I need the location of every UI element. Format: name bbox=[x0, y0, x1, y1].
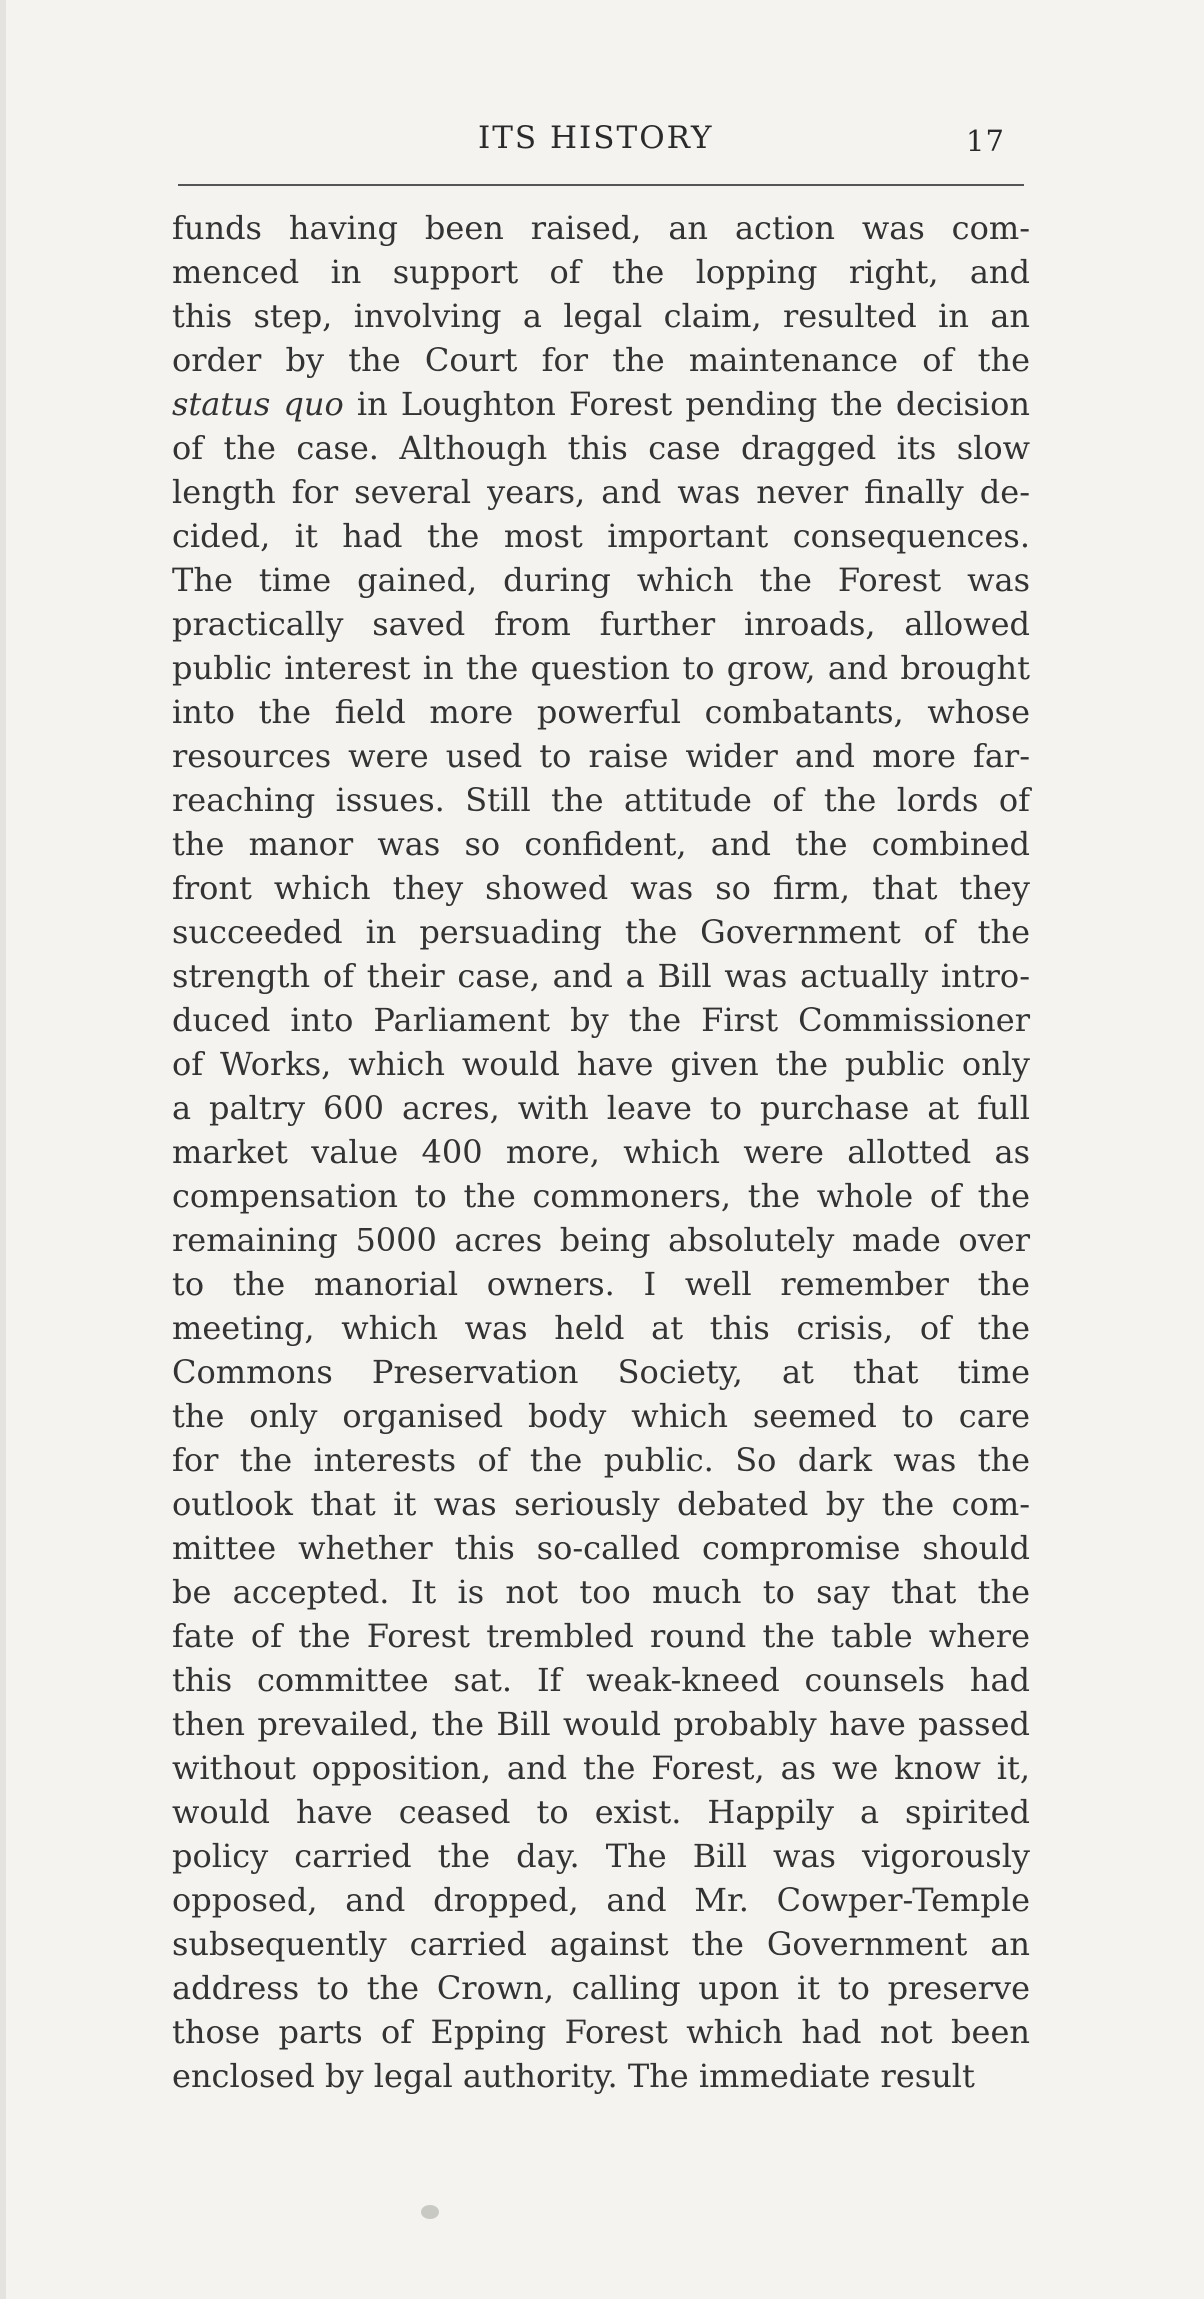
text-line bbox=[172, 602, 1030, 646]
text-line-content: meeting, which was held at this crisis, of the bbox=[172, 1309, 1030, 1347]
text-line bbox=[172, 998, 1030, 1042]
text-line-content: menced in support of the lopping right, and bbox=[172, 253, 1030, 291]
text-line bbox=[172, 778, 1030, 822]
text-line bbox=[172, 866, 1030, 910]
text-line-content: market value 400 more, which were allotted as bbox=[172, 1133, 1030, 1171]
text-line bbox=[172, 1350, 1030, 1394]
text-line bbox=[172, 558, 1030, 602]
text-line bbox=[172, 1746, 1030, 1790]
text-line-content: policy carried the day. The Bill was vigorously bbox=[172, 1837, 1030, 1875]
text-line-content: the manor was so confident, and the combined bbox=[172, 825, 1030, 863]
text-line-content: succeeded in persuading the Government of the bbox=[172, 913, 1030, 951]
text-line-content: order by the Court for the maintenance of the bbox=[172, 341, 1030, 379]
text-line-content: remaining 5000 acres being absolutely made over bbox=[172, 1221, 1030, 1259]
text-line bbox=[172, 1086, 1030, 1130]
text-line bbox=[172, 1834, 1030, 1878]
running-title: ITS HISTORY bbox=[478, 120, 714, 156]
text-line-content: duced into Parliament by the First Commissioner bbox=[172, 1001, 1030, 1039]
text-line bbox=[172, 338, 1030, 382]
text-line-content: Commons Preservation Society, at that time bbox=[172, 1353, 1030, 1391]
text-line bbox=[172, 250, 1030, 294]
text-line-content: fate of the Forest trembled round the table where bbox=[172, 1617, 1030, 1655]
text-line bbox=[172, 1130, 1030, 1174]
text-line-content: length for several years, and was never finally de- bbox=[172, 473, 1030, 511]
text-line-content: of the case. Although this case dragged its slow bbox=[172, 429, 1030, 467]
text-line-content: without opposition, and the Forest, as we know it, bbox=[172, 1749, 1030, 1787]
text-line-content: front which they showed was so firm, that they bbox=[172, 869, 1030, 907]
text-line bbox=[172, 690, 1030, 734]
body-text bbox=[172, 206, 1030, 2098]
text-line-content: practically saved from further inroads, allowed bbox=[172, 605, 1030, 643]
text-line bbox=[172, 1042, 1030, 1086]
text-line bbox=[172, 206, 1030, 250]
ink-smudge bbox=[421, 2205, 439, 2219]
text-line bbox=[172, 1878, 1030, 1922]
text-line bbox=[172, 470, 1030, 514]
text-line-content: to the manorial owners. I well remember the bbox=[172, 1265, 1030, 1303]
text-line bbox=[172, 1394, 1030, 1438]
text-line bbox=[172, 734, 1030, 778]
text-line-content: would have ceased to exist. Happily a spirited bbox=[172, 1793, 1030, 1831]
text-line-content: a paltry 600 acres, with leave to purchase at full bbox=[172, 1089, 1030, 1127]
page-edge-shadow bbox=[0, 0, 6, 2299]
text-line bbox=[172, 822, 1030, 866]
text-line bbox=[172, 1174, 1030, 1218]
text-line-content: of Works, which would have given the public only bbox=[172, 1045, 1030, 1083]
text-line bbox=[172, 1790, 1030, 1834]
text-line bbox=[172, 1570, 1030, 1614]
text-line bbox=[172, 646, 1030, 690]
text-line-content: funds having been raised, an action was com- bbox=[172, 209, 1030, 247]
text-line-content: strength of their case, and a Bill was actually intro- bbox=[172, 957, 1030, 995]
text-line-content: opposed, and dropped, and Mr. Cowper-Temple bbox=[172, 1881, 1030, 1919]
text-line bbox=[172, 1438, 1030, 1482]
text-line bbox=[172, 1658, 1030, 1702]
text-line bbox=[172, 1218, 1030, 1262]
text-line bbox=[172, 1306, 1030, 1350]
text-line bbox=[172, 1526, 1030, 1570]
text-line bbox=[172, 1262, 1030, 1306]
text-line-content: mittee whether this so-called compromise should bbox=[172, 1529, 1030, 1567]
text-line-content: the only organised body which seemed to care bbox=[172, 1397, 1030, 1435]
text-line-content: subsequently carried against the Government an bbox=[172, 1925, 1030, 1963]
text-line-content: address to the Crown, calling upon it to preserve bbox=[172, 1969, 1030, 2007]
text-line bbox=[172, 426, 1030, 470]
text-line bbox=[172, 2010, 1030, 2054]
text-line bbox=[172, 1966, 1030, 2010]
text-line-content: outlook that it was seriously debated by the com- bbox=[172, 1485, 1030, 1523]
text-line-content: The time gained, during which the Forest was bbox=[172, 561, 1030, 599]
text-line-content: this step, involving a legal claim, resulted in an bbox=[172, 297, 1030, 335]
page-number: 17 bbox=[966, 124, 1005, 158]
text-line bbox=[172, 954, 1030, 998]
text-line-content: for the interests of the public. So dark was the bbox=[172, 1441, 1030, 1479]
text-line bbox=[172, 1614, 1030, 1658]
running-head bbox=[0, 120, 1204, 160]
text-line bbox=[172, 2054, 1030, 2098]
text-line bbox=[172, 1482, 1030, 1526]
text-line-content: then prevailed, the Bill would probably have passed bbox=[172, 1705, 1030, 1743]
text-line bbox=[172, 382, 1030, 426]
text-line-content: public interest in the question to grow, and brought bbox=[172, 649, 1030, 687]
text-line bbox=[172, 514, 1030, 558]
text-line-content: cided, it had the most important consequences. bbox=[172, 517, 1030, 555]
header-rule bbox=[178, 184, 1024, 186]
text-line bbox=[172, 1922, 1030, 1966]
text-line-content: be accepted. It is not too much to say that the bbox=[172, 1573, 1030, 1611]
text-line bbox=[172, 294, 1030, 338]
text-line-content: this committee sat. If weak-kneed counsels had bbox=[172, 1661, 1030, 1699]
text-line-content: reaching issues. Still the attitude of the lords of bbox=[172, 781, 1030, 819]
text-line-content: enclosed by legal authority. The immediate result bbox=[172, 2057, 975, 2095]
italic-phrase: status quo bbox=[172, 385, 344, 423]
text-line-content: resources were used to raise wider and more far- bbox=[172, 737, 1030, 775]
text-line-content: compensation to the commoners, the whole of the bbox=[172, 1177, 1030, 1215]
text-line-content: into the field more powerful combatants, whose bbox=[172, 693, 1030, 731]
text-line bbox=[172, 1702, 1030, 1746]
text-line bbox=[172, 910, 1030, 954]
text-line-content: those parts of Epping Forest which had not been bbox=[172, 2013, 1030, 2051]
text-line-content: in Loughton Forest pending the decision bbox=[343, 385, 1031, 423]
